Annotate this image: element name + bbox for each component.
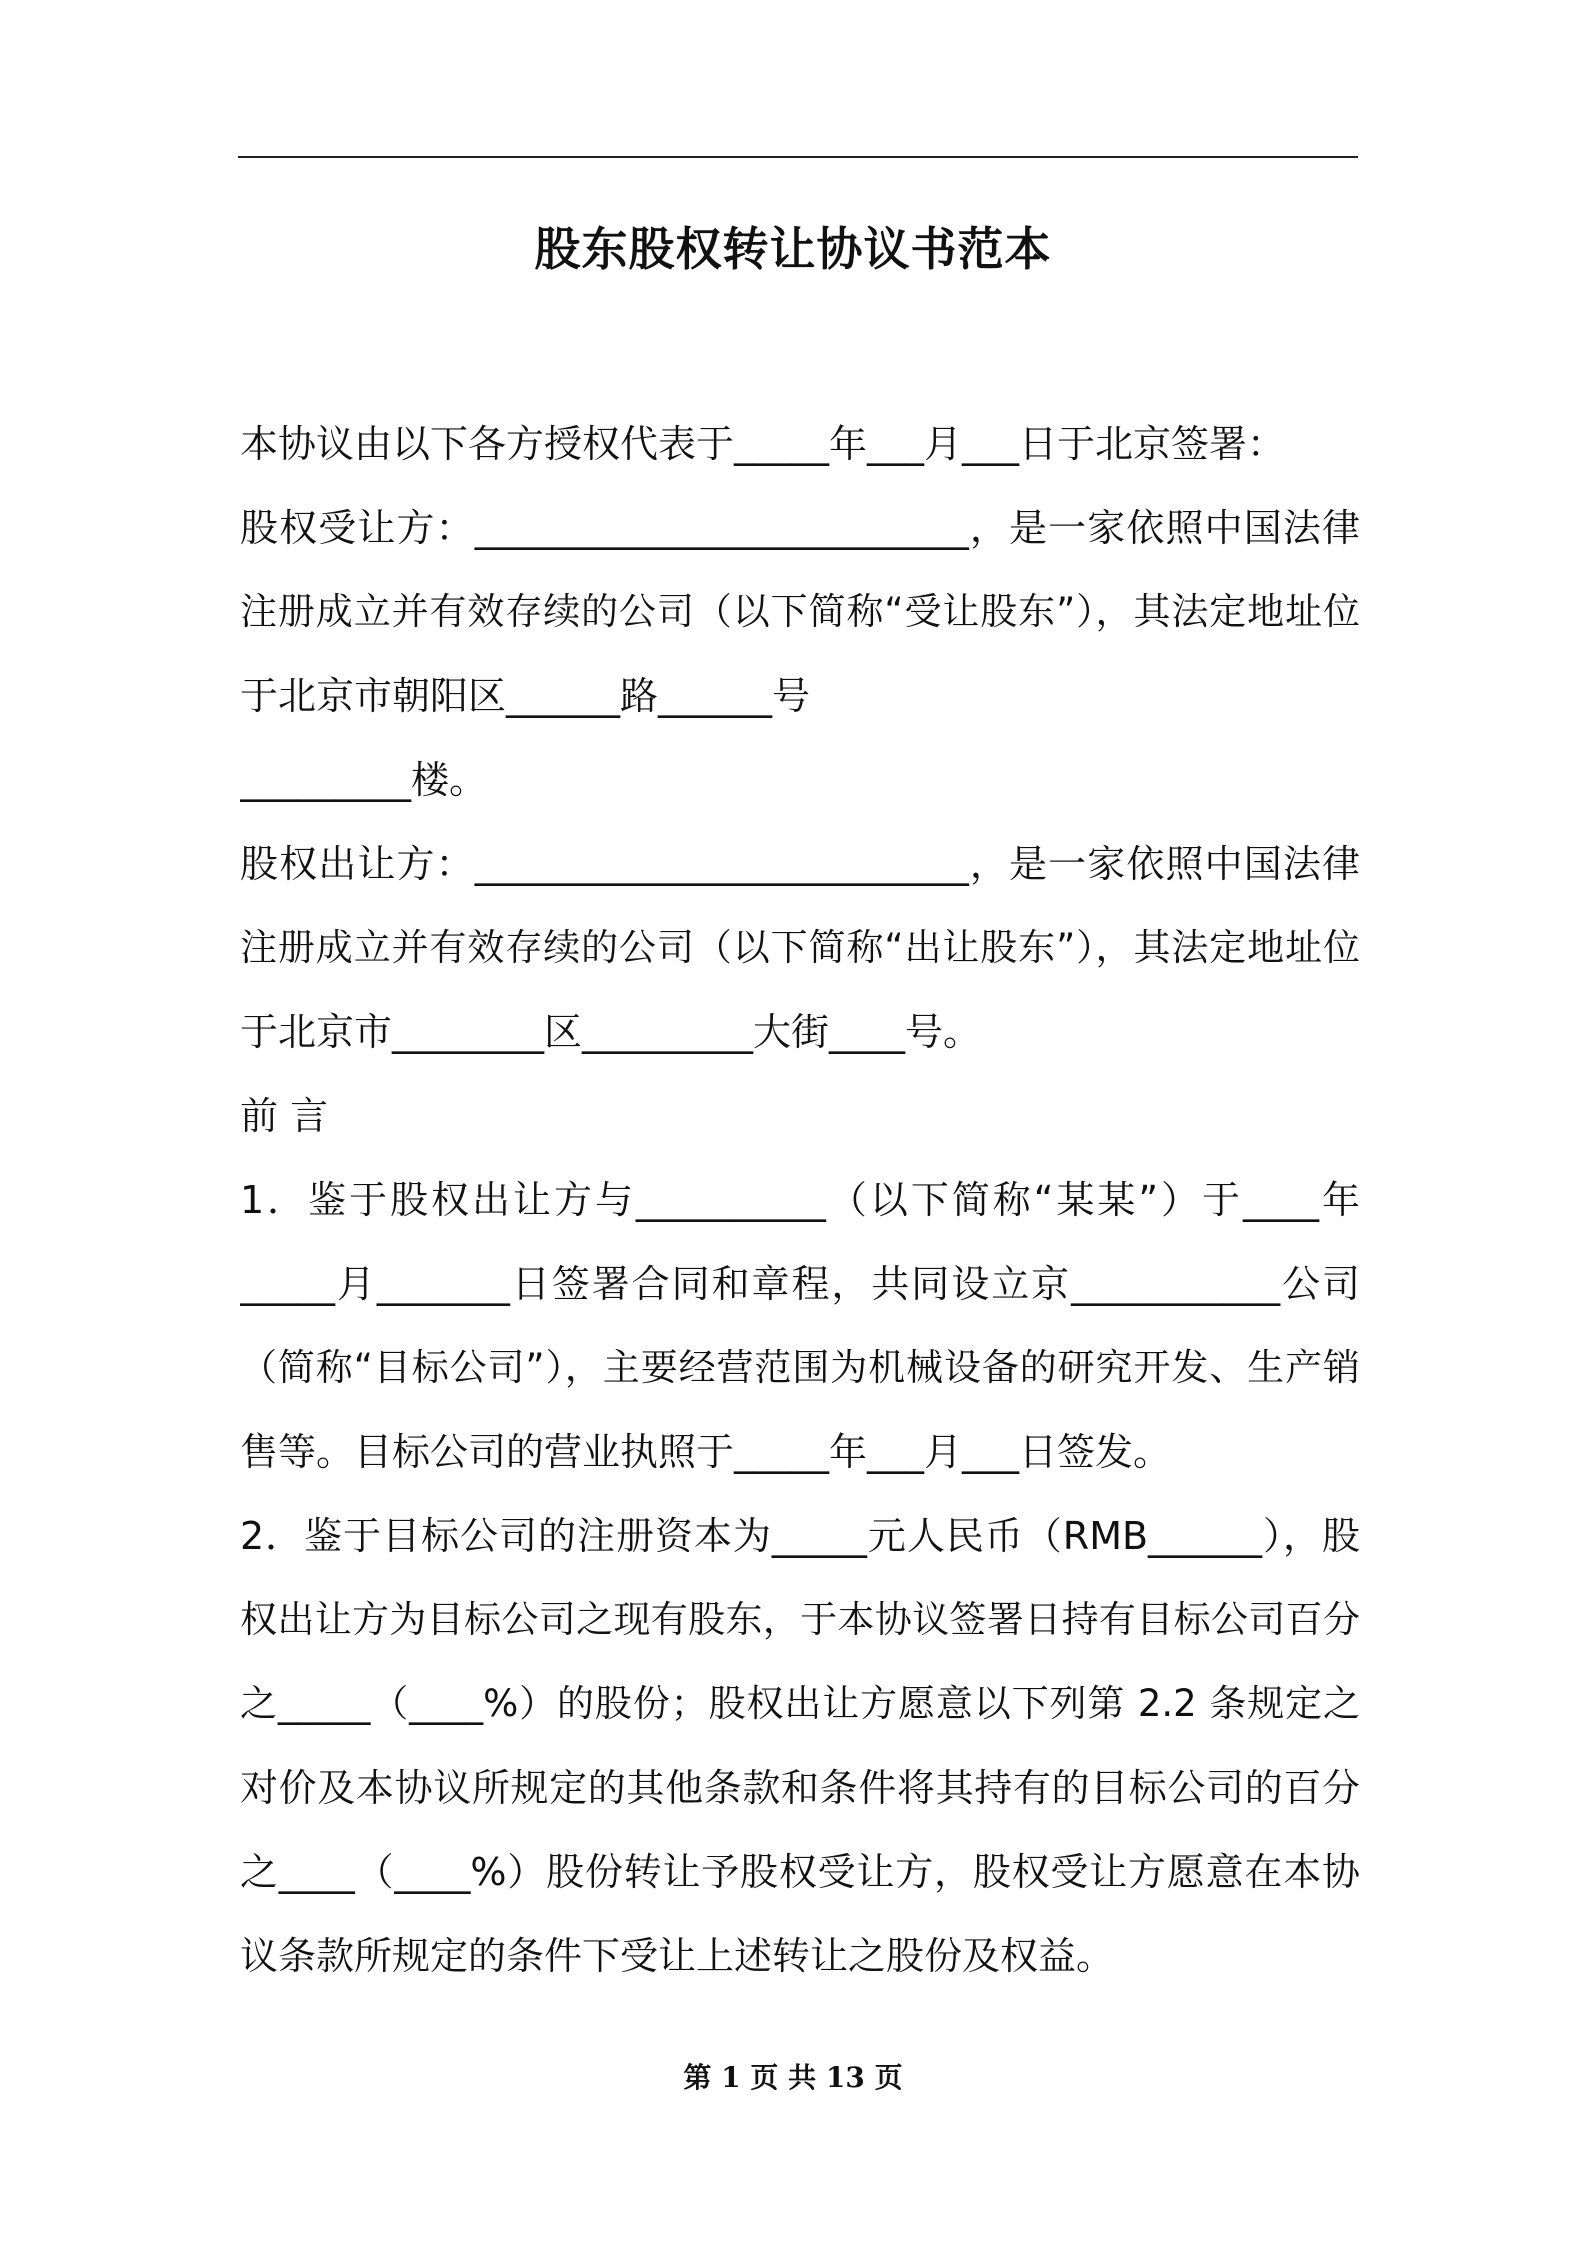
body-line: 股权受让方：__________________________，是一家依照中国法律 [240,506,1360,550]
header-rule [238,156,1358,158]
section-heading-preface: 前 言 [240,1094,329,1138]
body-line: 权出让方为目标公司之现有股东，于本协议签署日持有目标公司百分 [240,1598,1360,1641]
body-line: _____月_______日签署合同和章程，共同设立京___________公司 [240,1262,1360,1306]
body-line: 之_____（____%）的股份；股权出让方愿意以下列第 2.2 条规定之 [240,1682,1360,1725]
body-line: 于北京市朝阳区______路______号 [240,674,811,718]
document-body [240,402,1360,1998]
body-line: _________楼。 [240,758,488,802]
body-line: 注册成立并有效存续的公司（以下简称“受让股东”），其法定地址位 [240,590,1360,633]
page-number-footer: 第 1 页 共 13 页 [683,2061,903,2094]
body-line: 之____（____%）股份转让予股权受让方，股权受让方愿意在本协 [240,1850,1360,1894]
body-line: 股权出让方：__________________________，是一家依照中国法律 [240,842,1360,886]
body-line: 2．鉴于目标公司的注册资本为_____元人民币（RMB______），股 [240,1514,1360,1558]
body-line: （简称“目标公司”），主要经营范围为机械设备的研究开发、生产销 [240,1346,1360,1389]
body-line: 对价及本协议所规定的其他条款和条件将其持有的目标公司的百分 [240,1766,1360,1810]
body-line: 售等。目标公司的营业执照于_____年___月___日签发。 [240,1430,1172,1474]
body-line: 于北京市________区_________大街____号。 [240,1010,982,1054]
body-line: 议条款所规定的条件下受让上述转让之股份及权益。 [240,1934,1115,1978]
document-title: 股东股权转让协议书范本 [534,222,1052,276]
body-line: 1．鉴于股权出让方与__________（以下简称“某某”）于____年 [240,1178,1360,1222]
body-line: 注册成立并有效存续的公司（以下简称“出让股东”），其法定地址位 [240,926,1360,969]
body-line: 本协议由以下各方授权代表于_____年___月___日于北京签署： [240,422,1286,466]
